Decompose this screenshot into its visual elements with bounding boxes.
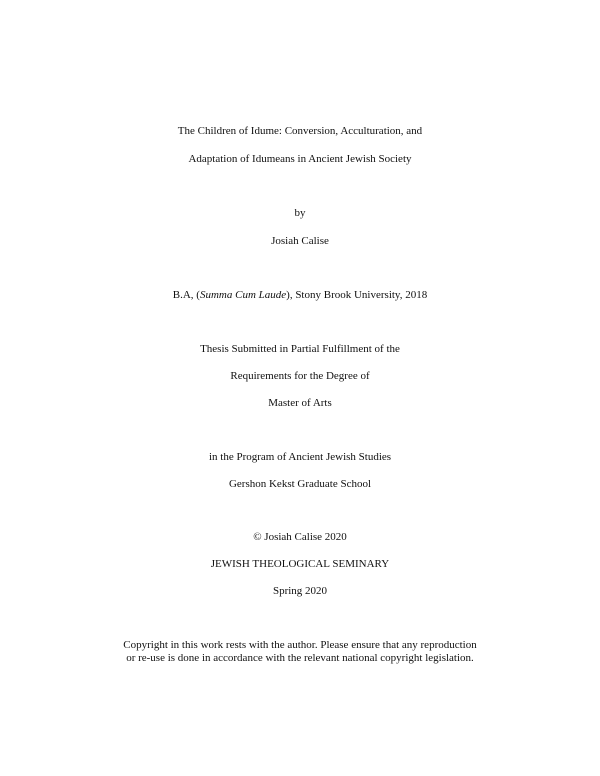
prior-degree-suffix: ), Stony Brook University, 2018 — [286, 289, 428, 301]
institution-name: JEWISH THEOLOGICAL SEMINARY — [210, 558, 390, 570]
title-line-2: Adaptation of Idumeans in Ancient Jewish Society — [188, 153, 412, 165]
submission-line-2: Requirements for the Degree of — [230, 370, 370, 382]
prior-degree — [0, 288, 600, 302]
by-label: by — [294, 207, 306, 219]
term-date: Spring 2020 — [272, 585, 328, 597]
program-name: in the Program of Ancient Jewish Studies — [208, 451, 392, 463]
copyright-notice — [0, 639, 600, 665]
copyright-notice-line-1: Copyright in this work rests with the author. Please ensure that any reproduction — [123, 639, 477, 651]
submission-line-3: Master of Arts — [268, 397, 332, 409]
submission-line-1: Thesis Submitted in Partial Fulfillment of the — [200, 343, 400, 355]
school-name: Gershon Kekst Graduate School — [228, 478, 372, 490]
copyright-notice-line-2: or re-use is done in accordance with the relevant national copyright legislation. — [126, 652, 474, 664]
prior-degree-prefix: B.A, ( — [172, 289, 200, 301]
copyright-line: © Josiah Calise 2020 — [253, 531, 347, 543]
prior-degree-honors: Summa Cum Laude — [199, 289, 287, 301]
author-name: Josiah Calise — [271, 235, 329, 247]
title-line-1: The Children of Idume: Conversion, Acculturation, and — [177, 125, 423, 137]
